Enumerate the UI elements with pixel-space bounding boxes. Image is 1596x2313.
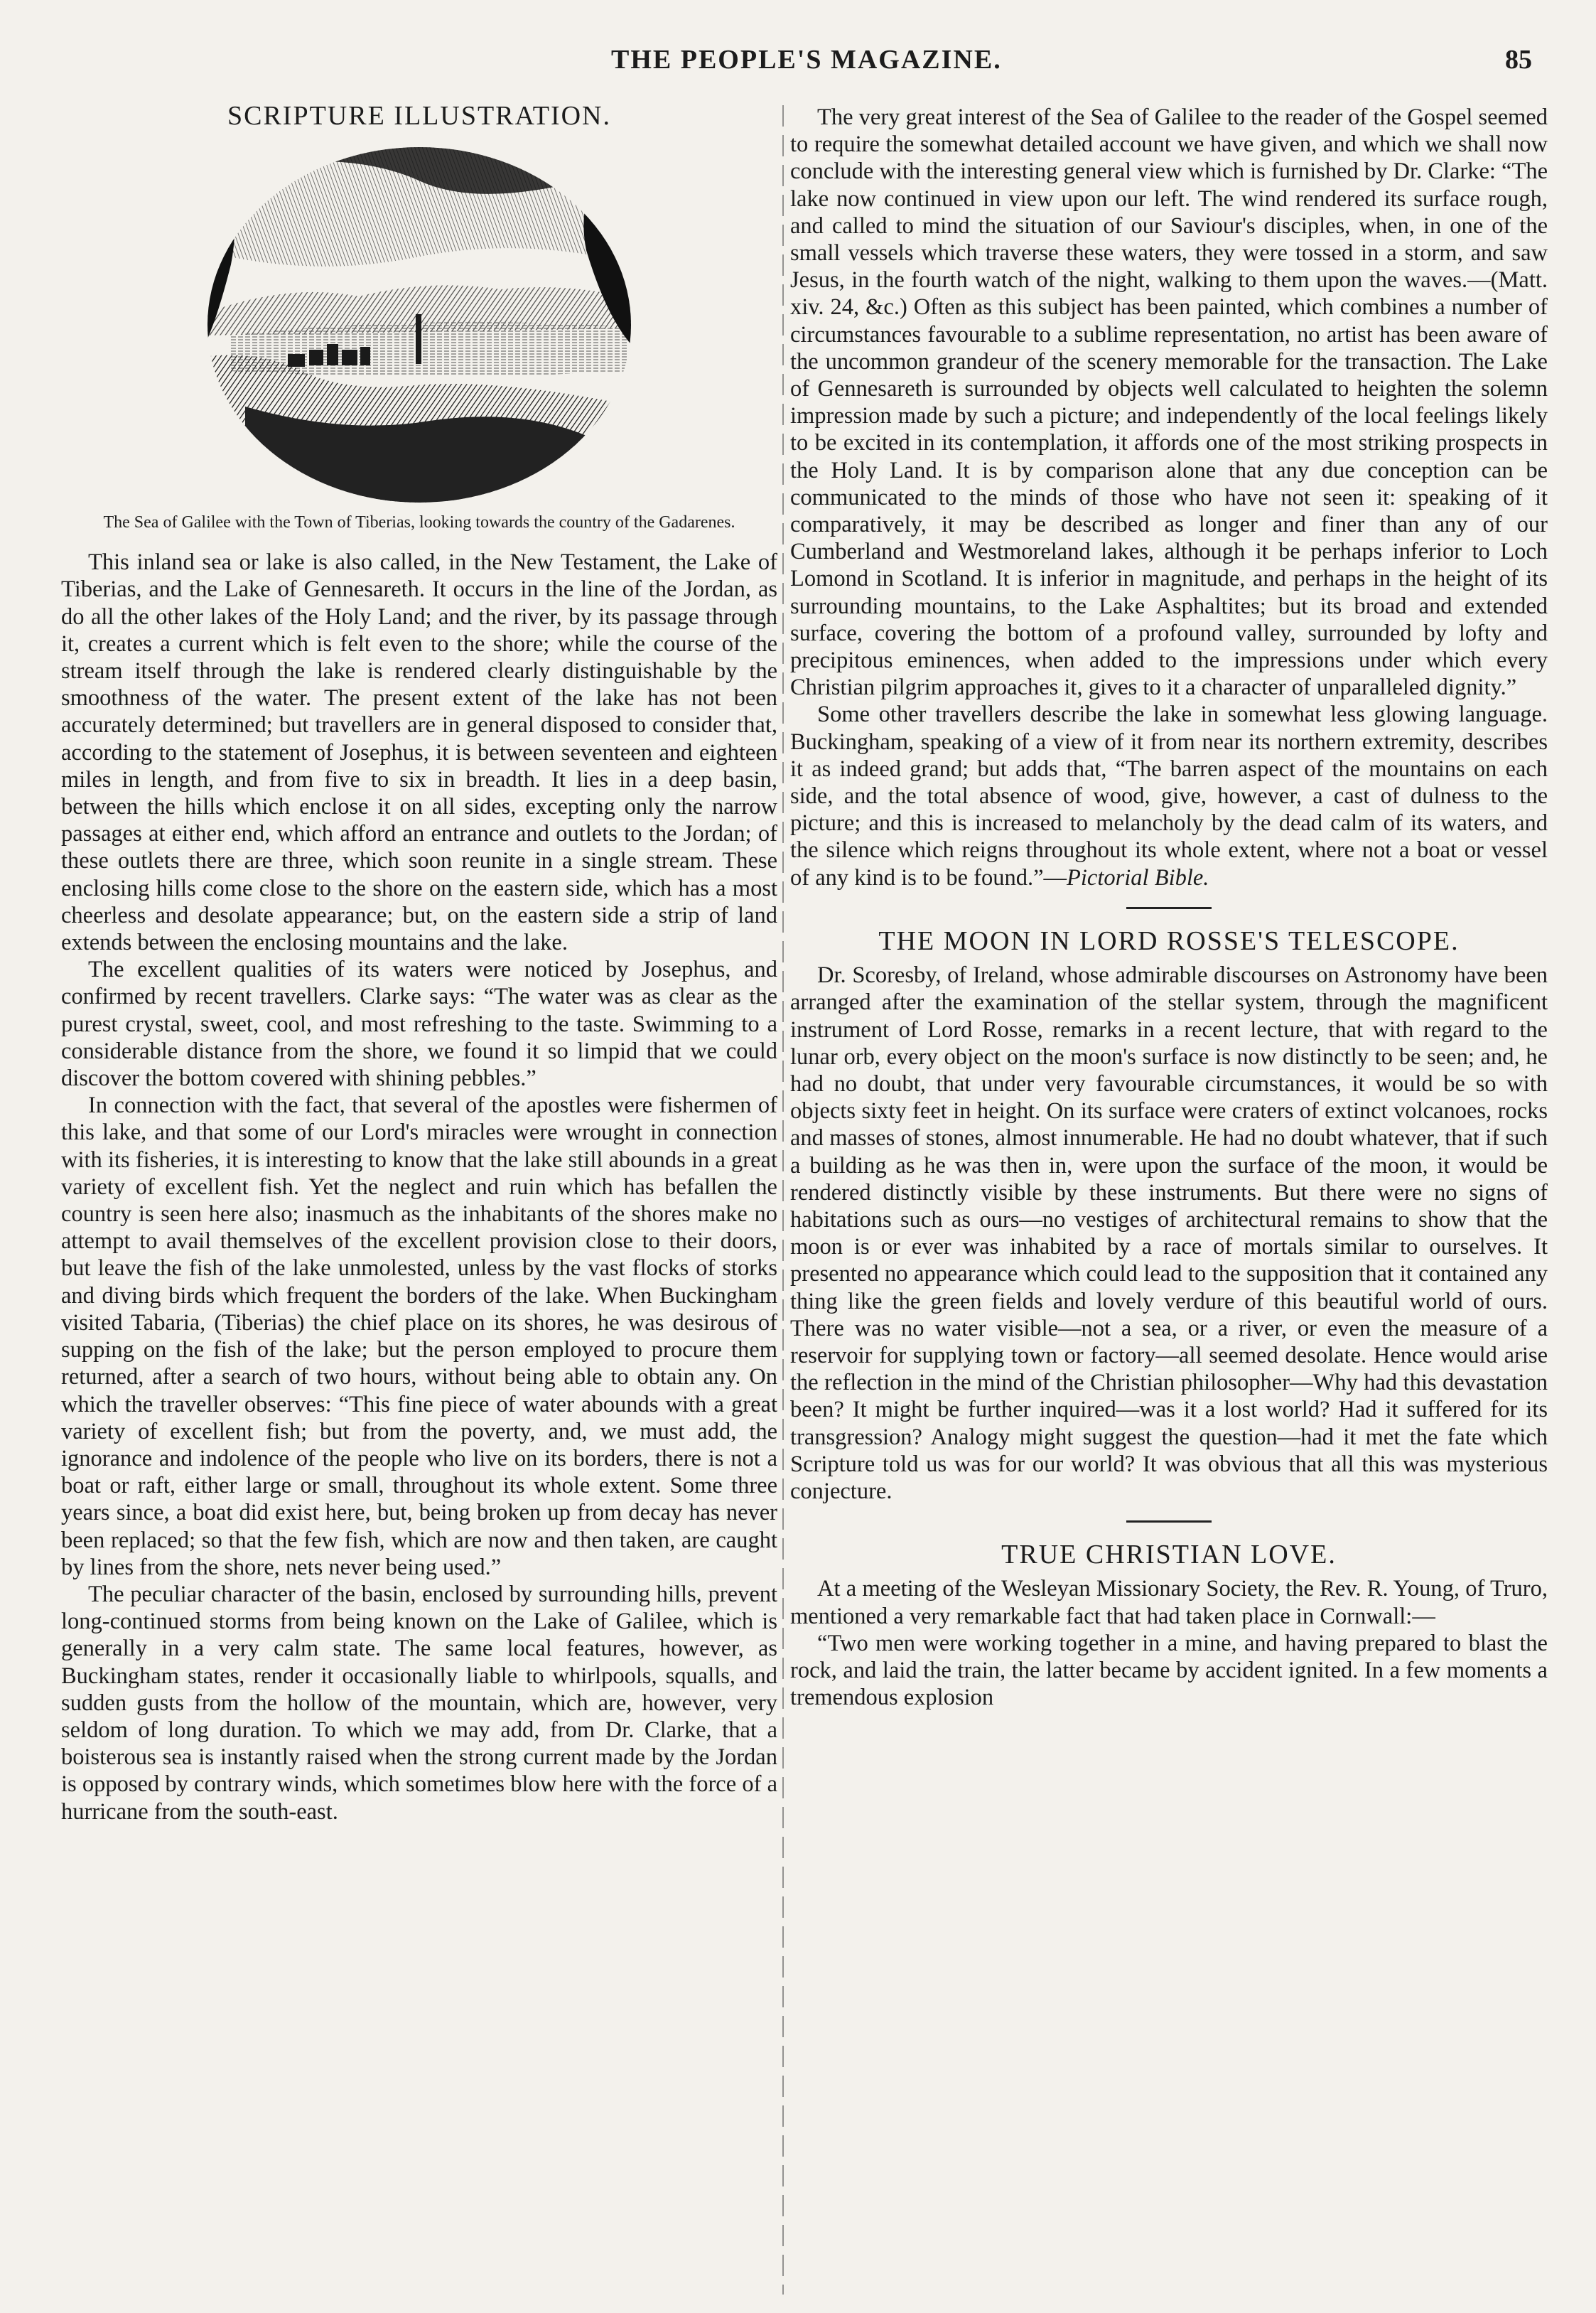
source-citation: Pictorial Bible. <box>1067 864 1209 891</box>
column-rule <box>782 105 784 2295</box>
right-intro-paragraph-2 <box>790 701 1548 891</box>
section-title-love: TRUE CHRISTIAN LOVE. <box>1001 1540 1337 1570</box>
love-paragraph-2: “Two men were working together in a mine, and having prepared to blast the rock, and laid the train, the latter became by accident ignited. In a few moments a tremendous explosion <box>790 1630 1548 1711</box>
moon-paragraph-1: Dr. Scoresby, of Ireland, whose admirable discourses on Astronomy have been arranged after the examination of the stellar system, through the magnificent instrument of Lord Rosse, remarks in a recent lecture, that with regard to the lunar orb, every object on the moon's surface is now distinctly to be seen; and, he had no doubt, that under very favourable circumstances, it would be so with objects sixty feet in height. On its surface were craters of extinct volcanoes, rocks and masses of stones, almost innumerable. He had no doubt whatever, that if such a building as he was then in, were upon the surface of the moon, it would be rendered distinctly visible by these instruments. But there were no signs of habitations such as ours—no vestiges of architectural remains to show that the moon is or ever was inhabited by a race of mortals similar to ourselves. It presented no appearance which could lead to the supposition that it contained any thing like the green fields and lovely verdure of this beautiful world of ours. There was no water visible—not a sea, or a river, or even the measure of a reservoir for supplying town or factory—all seemed desolate. Hence would arise the reflection in the mind of the Christian philosopher—Why had this devastation been? It might be further inquired—was it a lost world? Had it suffered for its transgression? Analogy might suggest the question—had it met the fate which Scripture told us was for our world? It was obvious that all this was mysterious conjecture. <box>790 962 1548 1504</box>
section-title-scripture: SCRIPTURE ILLUSTRATION. <box>227 101 612 131</box>
left-paragraph-4: The peculiar character of the basin, enclosed by surrounding hills, prevent long-continued storms from being known on the Lake of Galilee, which is generally in a very calm state. The same local features, however, as Buckingham states, render it occasionally liable to whirlpools, squalls, and sudden gusts from the hollow of the mountain, which are, however, very seldom of long duration. To which we may add, from Dr. Clarke, that a boisterous sea is instantly raised when the strong current made by the Jordan is opposed by contrary winds, which sometimes blow here with the force of a hurricane from the south-east. <box>61 1581 777 1825</box>
section-title-moon: THE MOON IN LORD ROSSE'S TELESCOPE. <box>878 925 1460 956</box>
right-intro-paragraph-1: The very great interest of the Sea of Galilee to the reader of the Gospel seemed to require the somewhat detailed account we have given, and which we shall now conclude with the interesting general view which is furnished by Dr. Clarke: “The lake now continued in view upon our left. The wind rendered its surface rough, and called to mind the situation of our Saviour's disciples, when, in one of the small vessels which traverse these waters, they were tossed in a storm, and saw Jesus, in the fourth watch of the night, walking to them upon the waves.—(Matt. xiv. 24, &c.) Often as this subject has been painted, which combines a number of circumstances favourable to a sublime representation, no artist has been aware of the uncommon grandeur of the scenery memorable for the transaction. The Lake of Gennesareth is surrounded by objects well calculated to heighten the solemn impression made by such a picture; and independently of the local feelings likely to be excited in its contemplation, it affords one of the most striking prospects in the Holy Land. It is by comparison alone that any due conception can be communicated to the minds of those who have not seen it: speaking of it comparatively, it may be described as longer and finer than any of our Cumberland and Westmoreland lakes, although it be perhaps inferior to Loch Lomond in Scotland. It is inferior in magnitude, and perhaps in the height of its surrounding mountains, to the Lake Asphaltites; but its broad and extended surface, covering the bottom of a profound valley, surrounded by lofty and precipitous eminences, when added to the impressions under which every Christian pilgrim approaches it, gives to it a character of unparalleled dignity.” <box>790 104 1548 701</box>
section-divider <box>1126 1520 1212 1523</box>
left-paragraph-2: The excellent qualities of its waters were noticed by Josephus, and confirmed by recent travellers. Clarke says: “The water was as clear as the purest crystal, sweet, cool, and most refreshing to the taste. Swimming to a considerable distance from the shore, we found it so limpid that we could discover the bottom covered with shining pebbles.” <box>61 957 777 1092</box>
right-intro-paragraph-2-text: Some other travellers describe the lake in somewhat less glowing language. Buckingham, speaking of a view of it from near its northern extremity, describes it as indeed grand; but adds that, “The barren aspect of the mountains on each side, and the total absence of wood, give, however, a cast of dulness to the picture; and this is increased to melancholy by the dead calm of its waters, and the silence which reigns throughout its whole extent, where not a boat or vessel of any kind is to be found.”— <box>790 702 1548 891</box>
love-paragraph-1: At a meeting of the Wesleyan Missionary Society, the Rev. R. Young, of Truro, mentioned a very remarkable fact that had taken place in Cornwall:— <box>790 1576 1548 1629</box>
section-divider <box>1126 907 1212 909</box>
sea-of-galilee-engraving <box>203 136 636 506</box>
left-column <box>61 100 777 1825</box>
running-title: THE PEOPLE'S MAGAZINE. <box>611 45 1002 75</box>
left-paragraph-3: In connection with the fact, that several of the apostles were fishermen of this lake, and that some of our Lord's miracles were wrought in connection with its fisheries, it is interesting to know that the lake still abounds in a great variety of excellent fish. Yet the neglect and ruin which has befallen the country is seen here also; inasmuch as the inhabitants of the shores make no attempt to avail themselves of the excellent provision close to their doors, but leave the fish of the lake unmolested, unless by the vast flocks of storks and diving birds which frequent the borders of the lake. When Buckingham visited Tabaria, (Tiberias) the chief place on its shores, he was desirous of supping on the fish of the lake; but the person employed to procure them returned, after a search of two hours, without being able to obtain any. On which the traveller observes: “This fine piece of water abounds with a great variety of excellent fish; but from the poverty, and, we must add, the ignorance and indolence of the people who live on its borders, there is not a boat or raft, either large or small, throughout its whole extent. Some three years since, a boat did exist here, but, being broken up from decay has never been replaced; so that the few fish, which are now and then taken, are caught by lines from the shore, nets never being used.” <box>61 1093 777 1580</box>
page-number: 85 <box>1505 45 1532 75</box>
right-column <box>790 104 1548 1711</box>
left-paragraph-1: This inland sea or lake is also called, in the New Testament, the Lake of Tiberias, and the Lake of Gennesareth. It occurs in the line of the Jordan, as do all the other lakes of the Holy Land; and the river, by its passage through it, creates a current which is felt even to the shore; while the course of the stream itself through the lake is rendered clearly distinguishable by the smoothness of the water. The present extent of the lake has not been accurately determined; but travellers are in general disposed to consider that, according to the statement of Josephus, it is between seventeen and eighteen miles in length, and from five to six in breadth. It lies in a deep basin, between the hills which enclose it on all sides, excepting only the narrow passages at either end, which afford an entrance and outlets to the Jordan; of these outlets there are three, which soon reunite in a single stream. These enclosing hills come close to the shore on the eastern side, which has a most cheerless and desolate appearance; but, on the eastern side a strip of land extends between the enclosing mountains and the lake. <box>61 549 777 956</box>
illustration-caption: The Sea of Galilee with the Town of Tiberias, looking towards the country of the Gadarenes. <box>103 513 735 532</box>
